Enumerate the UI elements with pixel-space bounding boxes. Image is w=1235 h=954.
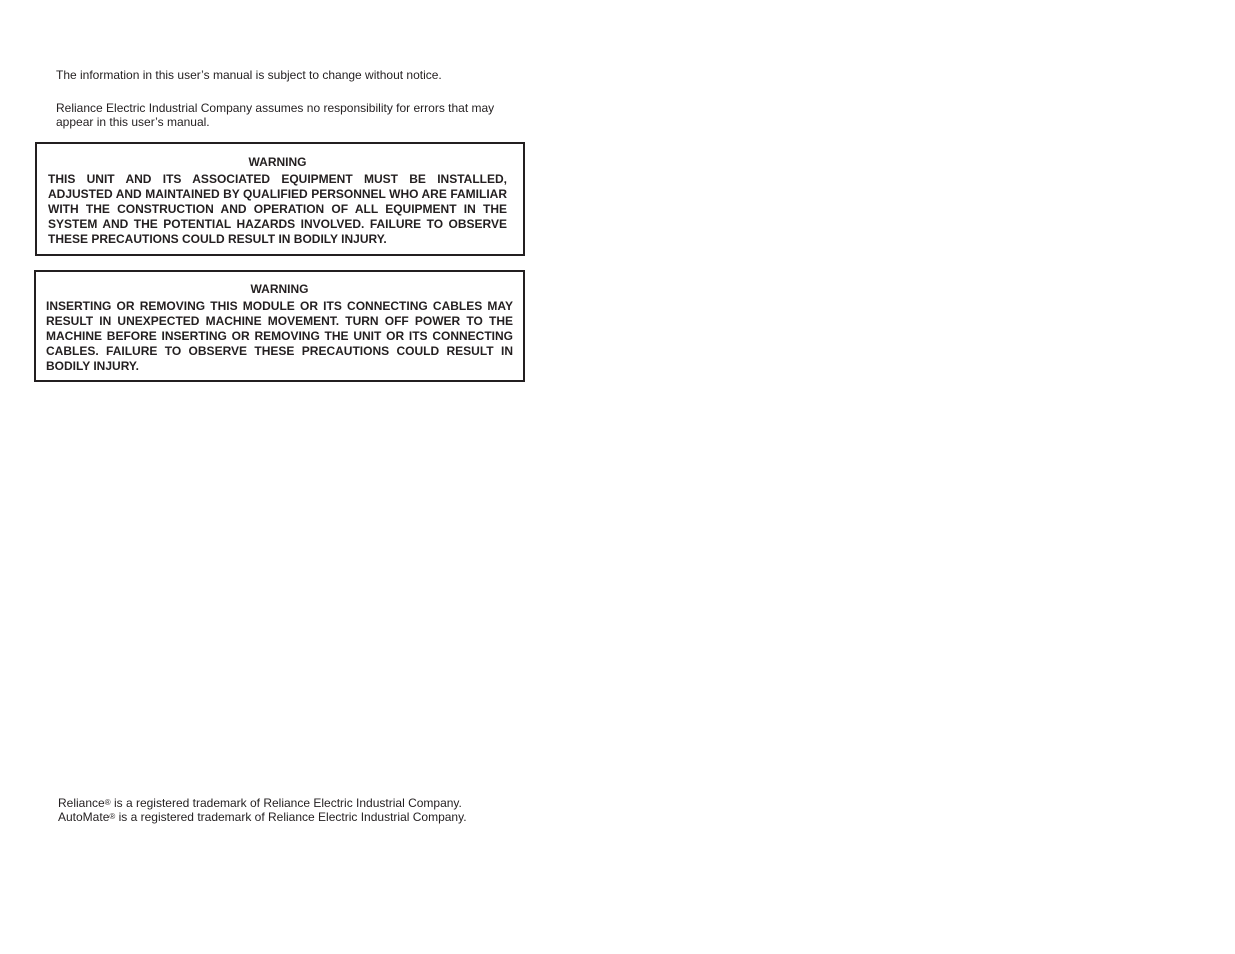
responsibility-notice: Reliance Electric Industrial Company assumes no responsibility for errors that may appear in this user’s manual. [56, 101, 495, 129]
registered-symbol: ® [109, 812, 116, 821]
change-notice: The information in this user’s manual is subject to change without notice. [56, 68, 442, 82]
trademark-text: is a registered trademark of Reliance Electric Industrial Company. [110, 796, 462, 810]
trademark-notices [58, 796, 528, 824]
warning-title: WARNING [250, 282, 309, 296]
warning-box-module-removal [34, 270, 525, 382]
trademark-text: is a registered trademark of Reliance Electric Industrial Company. [115, 810, 467, 824]
trademark-line-automate [58, 810, 528, 824]
warning-text: INSERTING OR REMOVING THIS MODULE OR ITS CONNECTING CABLES MAY RESULT IN UNEXPECTED MACHINE MOVEMENT. TURN OFF POWER TO THE MACHINE BEFORE INSERTING OR REMOVING THE UNIT OR ITS CONNECTING CABLES. FAILURE TO OBSERVE THESE PRECAUTIONS COULD RESULT IN BODILY INJURY. [46, 299, 513, 373]
warning-text: THIS UNIT AND ITS ASSOCIATED EQUIPMENT MUST BE INSTALLED, ADJUSTED AND MAINTAINED BY QUALIFIED PERSONNEL WHO ARE FAMILIAR WITH THE CONSTRUCTION AND OPERATION OF ALL EQUIPMENT IN THE SYSTEM AND THE POTENTIAL HAZARDS INVOLVED. FAILURE TO OBSERVE THESE PRECAUTIONS COULD RESULT IN BODILY INJURY. [48, 172, 507, 246]
registered-symbol: ® [104, 798, 111, 807]
trademark-name: Reliance [58, 796, 105, 810]
warning-title: WARNING [248, 155, 307, 169]
trademark-name: AutoMate [58, 810, 110, 824]
trademark-line-reliance [58, 796, 528, 810]
warning-box-qualified-personnel [35, 142, 525, 256]
